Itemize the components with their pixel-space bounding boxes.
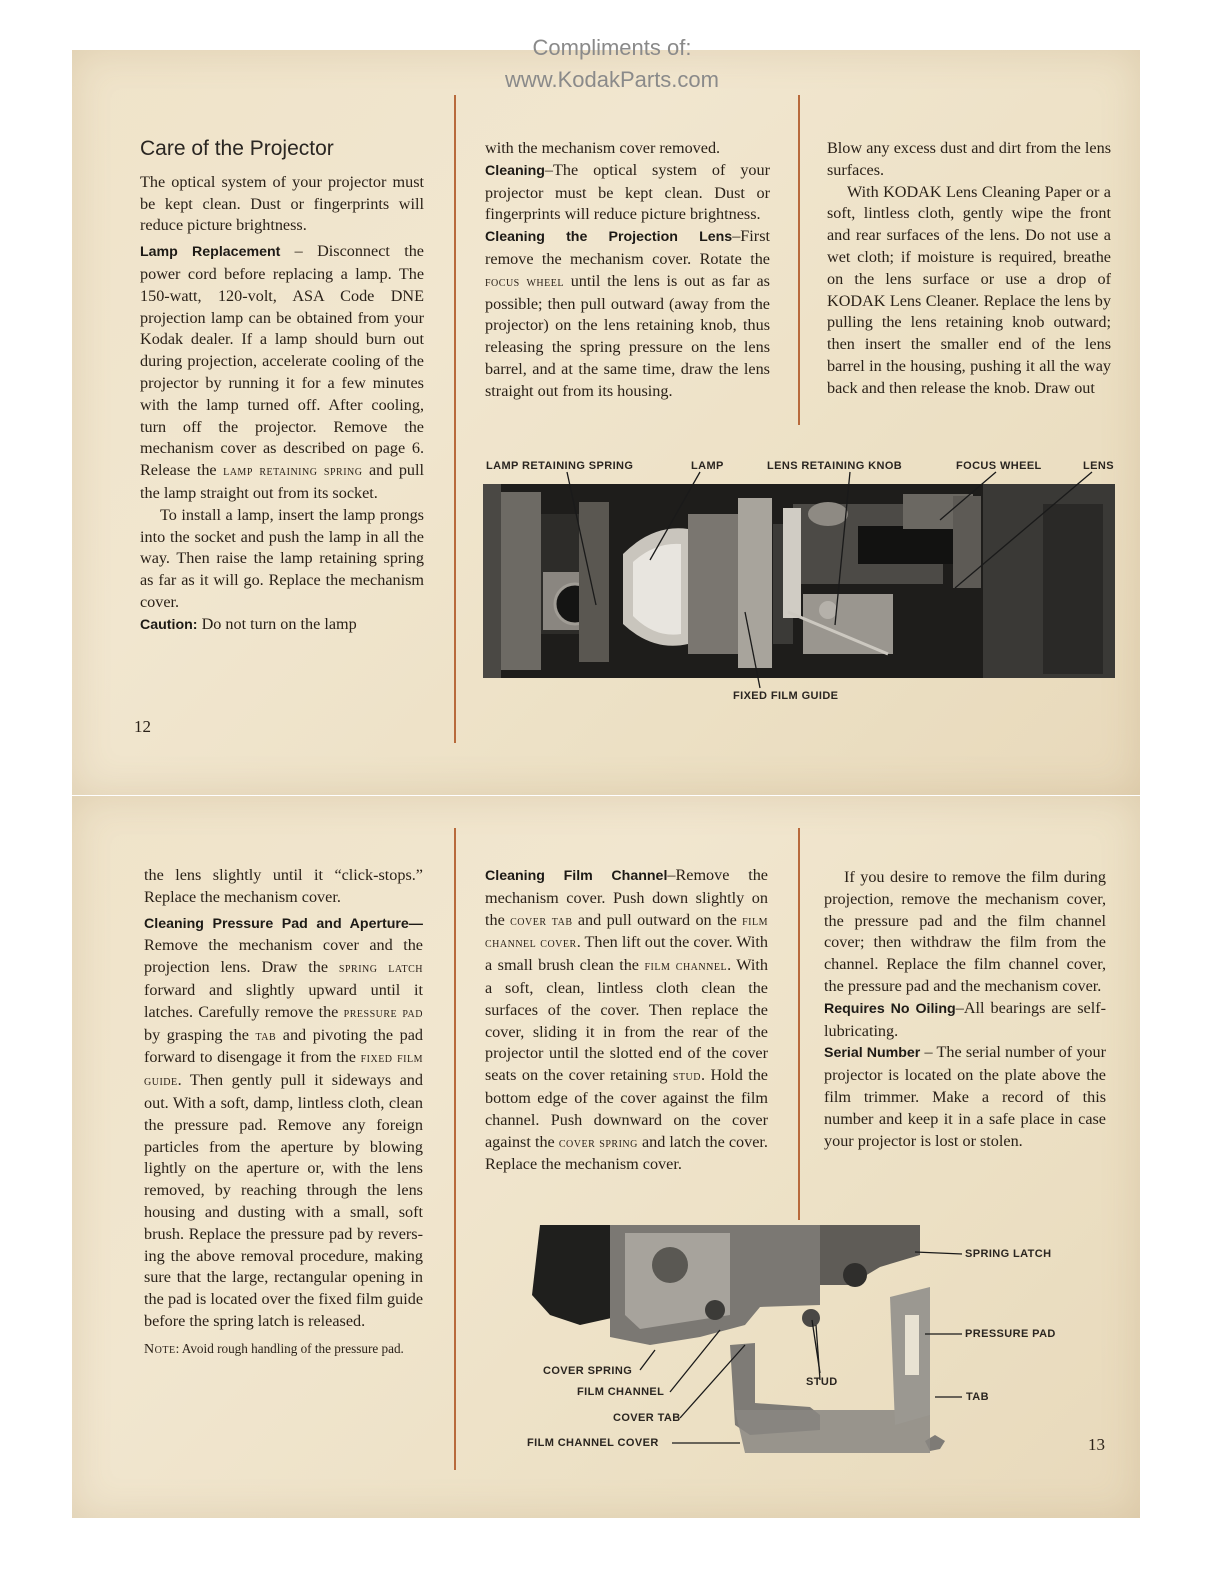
- serial-number-text: The serial number of your projector is located on the plate above the film trimmer. Make a record of this number and keep it in a safe place in case your projector is lost or stolen.: [824, 1043, 1106, 1150]
- pressure-pad-text: forward and slightly upward until it latches. Carefully remove the: [144, 980, 423, 1021]
- label-stud: STUD: [806, 1376, 838, 1388]
- lamp-retaining-spring-term: lamp retaining spring: [223, 464, 363, 480]
- label-lens: LENS: [1083, 460, 1114, 472]
- oiling-text: –All bearings are self-lubricating.: [824, 998, 1107, 1040]
- film-channel-text: and latch the cover. Replace the mechanism cover.: [485, 1132, 768, 1174]
- lamp-text: Disconnect the power cord before replacing a lamp. The 150-watt, 120-volt, ASA Code DNE projection lamp can be obtained from your Kodak dealer. If a lamp should burn out during projection, accelerate cooling of the projector by running it for a few minutes with the lamp turned off. After cooling, turn off the projector. Remove the mechanism cover as described on page 6. Release the: [140, 242, 424, 480]
- blow-dust-text: Blow any excess dust and dirt from the lens surfaces.: [827, 139, 1111, 179]
- focus-wheel-term: focus wheel: [485, 274, 564, 290]
- pressure-pad-text: . Then gently pull it sideways and out. With a soft, damp, lintless cloth, clean the pressure pad. Remove any foreign particles from the aperture by blowing lightly on the aperture or, with the lens removed, by reaching through the lens housing and dusting with a small, soft brush. Replace the pressure pad by reversing the above removal procedure, making sure that the large, rectangular opening in the pad is located over the fixed film guide before the spring latch is released.: [144, 1071, 423, 1330]
- note-text: : Avoid rough handling of the pressure pad.: [175, 1340, 404, 1356]
- cover-tab-term: cover tab: [510, 913, 573, 929]
- film-channel-heading: Cleaning Film Channel: [485, 868, 668, 884]
- lens-text: until the lens is out as far as possible; then pull outward (away from the projector) on the lens retaining knob, thus releasing the spring pressure on the lens barrel, and at the same time, draw the lens straight out from its housing.: [485, 271, 770, 400]
- pressure-pad-text: by grasping the: [144, 1025, 256, 1044]
- lamp-replacement-heading: Lamp Replacement: [140, 244, 281, 261]
- film-channel-text: . Then lift out the cover. With a small brush clean the: [485, 933, 768, 975]
- label-lens-retaining-knob: LENS RETAINING KNOB: [767, 460, 903, 472]
- cover-spring-term: cover spring: [558, 1135, 638, 1151]
- serial-number-heading: Serial Number: [824, 1045, 921, 1062]
- label-lamp-retaining-spring: LAMP RETAINING SPRING: [486, 460, 634, 472]
- watermark-line-1: Compliments of:: [532, 35, 692, 60]
- film-channel-term: film channel: [644, 959, 728, 975]
- pressure-pad-heading: Cleaning Pressure Pad and Aperture—: [144, 915, 423, 932]
- page-number-13: 13: [1088, 1435, 1105, 1454]
- pressure-pad-text: Remove the mechanism cover and the projection lens. Draw the: [144, 936, 423, 977]
- label-film-channel: FILM CHANNEL: [577, 1386, 665, 1398]
- fixed-film-guide-term: fixed film guide: [144, 1051, 423, 1090]
- label-focus-wheel: FOCUS WHEEL: [956, 460, 1042, 472]
- label-fixed-film-guide: FIXED FILM GUIDE: [733, 690, 839, 702]
- remove-film-text: If you desire to remove the film during projection, remove the mechanism cover, the pressure pad and the film channel cover; then withdraw the film from the channel. Replace the film channel cover, the pressure pad and the mechanism cover.: [824, 868, 1106, 995]
- lens-text: –First remove the mechanism cover. Rotate the: [485, 227, 770, 268]
- oiling-heading: Requires No Oiling: [824, 1000, 956, 1017]
- continued-text: the lens slightly until it “click-stops.” Replace the mechanism cover.: [144, 866, 423, 906]
- film-channel-text: –Remove the mechanism cover. Push down slightly on the: [485, 866, 768, 929]
- caution-heading: Caution:: [140, 616, 198, 633]
- label-cover-tab: COVER TAB: [613, 1412, 681, 1424]
- watermark: [0, 32, 1224, 96]
- lamp-text: and pull the lamp straight out from its socket.: [140, 461, 425, 502]
- caution-text: Do not turn on the lamp: [197, 614, 357, 633]
- lens-paper-text: With KODAK Lens Cleaning Paper or a soft, lintless cloth, gently wipe the front and rear surfaces of the lens. Do not use a wet cloth; if moisture is required, breathe on the lens surface or use a drop of KODAK Lens Cleaner. Replace the lens by pulling the lens retaining knob outward; then insert the smaller end of the lens barrel in the housing, pushing it all the way back and then release the knob. Draw out: [827, 182, 1111, 397]
- label-tab: TAB: [966, 1391, 989, 1403]
- label-film-channel-cover: FILM CHANNEL COVER: [527, 1437, 659, 1449]
- pressure-pad-text: and pivoting the pad forward to disengage it from the: [144, 1025, 423, 1067]
- label-spring-latch: SPRING LATCH: [965, 1248, 1052, 1260]
- label-lamp: LAMP: [691, 460, 724, 472]
- page-number-12: 12: [134, 717, 151, 736]
- pressure-pad-term: pressure pad: [343, 1005, 423, 1021]
- continued-text: with the mechanism cover removed.: [485, 139, 721, 157]
- film-channel-text: . Hold the bottom edge of the cover against the film channel. Push downward on the cover against the: [485, 1066, 768, 1151]
- lens-cleaning-heading: Cleaning the Projection Lens: [485, 229, 733, 246]
- dash: –: [920, 1043, 937, 1062]
- section-title: Care of the Projector: [140, 137, 334, 160]
- intro-text: The optical system of your projector must be kept clean. Dust or fingerprints will reduce picture brightness.: [140, 172, 424, 235]
- stud-term: stud: [672, 1069, 701, 1085]
- dash: –: [280, 242, 318, 261]
- label-cover-spring: COVER SPRING: [543, 1365, 633, 1377]
- film-channel-cover-term: film channel cover: [485, 913, 769, 952]
- tab-term: tab: [255, 1028, 277, 1044]
- spring-latch-term: spring latch: [338, 961, 424, 977]
- note-label: Note: [144, 1341, 176, 1357]
- film-channel-text: . With a soft, clean, lintless cloth clean the surfaces of the cover. Then replace the cover, sliding it in from the rear of the projector until the slotted end of the cover seats on the cover retaining: [485, 956, 768, 1085]
- watermark-line-2: www.KodakParts.com: [505, 67, 719, 92]
- label-pressure-pad: PRESSURE PAD: [965, 1328, 1056, 1340]
- cleaning-heading: Cleaning: [485, 162, 545, 179]
- cleaning-text: –The optical system of your projector must be kept clean. Dust or fingerprints will reduce picture brightness.: [485, 160, 770, 224]
- install-text: To install a lamp, insert the lamp prongs into the socket and push the lamp in all the way. Then raise the lamp retaining spring as far as it will go. Replace the mechanism cover.: [140, 505, 424, 611]
- film-channel-text: and pull outward on the: [572, 910, 743, 929]
